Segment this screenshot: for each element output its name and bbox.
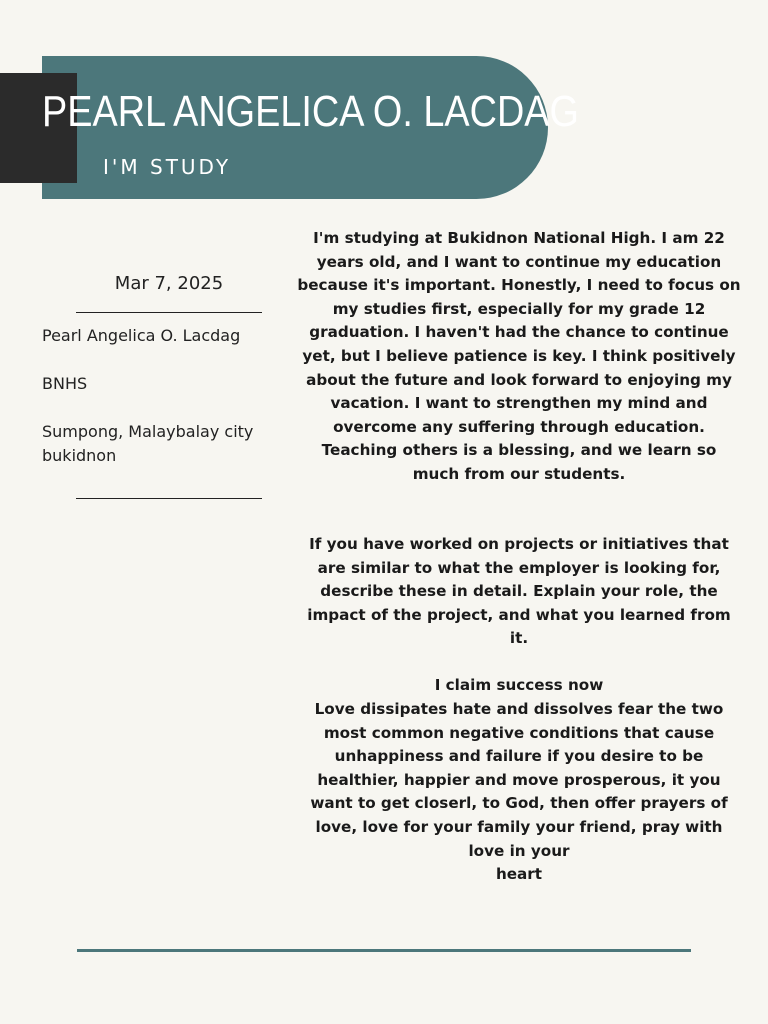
sidebar-school: BNHS (42, 374, 88, 393)
body-paragraph-love: Love dissipates hate and dissolves fear the two most common negative conditions that cause unhappiness and failure if you desire to be healthier, happier and move prosperous, it you want to get closerl, to God, then offer prayers of love, love for your family your friend, pray with love in your (310, 700, 728, 860)
body-paragraph-love-end: heart (495, 865, 543, 883)
page-title: PEARL ANGELICA O. LACDAG (42, 87, 579, 136)
body-paragraph-intro: I'm studying at Bukidnon National High. I am 22 years old, and I want to continue my education because it's important. Honestly, I need to focus on my studies first, especially for my grade 12 graduation. I haven't had the chance to continue yet, but I believe patience is key. I think positively about the future and look forward to enjoying my vacation. I want to strengthen my mind and overcome any suffering through education. Teaching others is a blessing, and we learn so much from our students. (297, 229, 741, 483)
sidebar-address: Sumpong, Malaybalay city bukidnon (42, 422, 254, 465)
sidebar-divider-bottom (76, 498, 262, 499)
sidebar-divider-top (76, 312, 262, 313)
page-subtitle: I'M STUDY (103, 155, 232, 179)
body-claim-heading: I claim success now (434, 676, 604, 694)
sidebar-full-name: Pearl Angelica O. Lacdag (42, 326, 241, 345)
document-date: Mar 7, 2025 (114, 273, 224, 294)
body-paragraph-projects: If you have worked on projects or initiatives that are similar to what the employer is looking for, describe these in detail. Explain your role, the impact of the project, and what you learned from it. (307, 535, 731, 648)
footer-divider (77, 949, 691, 952)
